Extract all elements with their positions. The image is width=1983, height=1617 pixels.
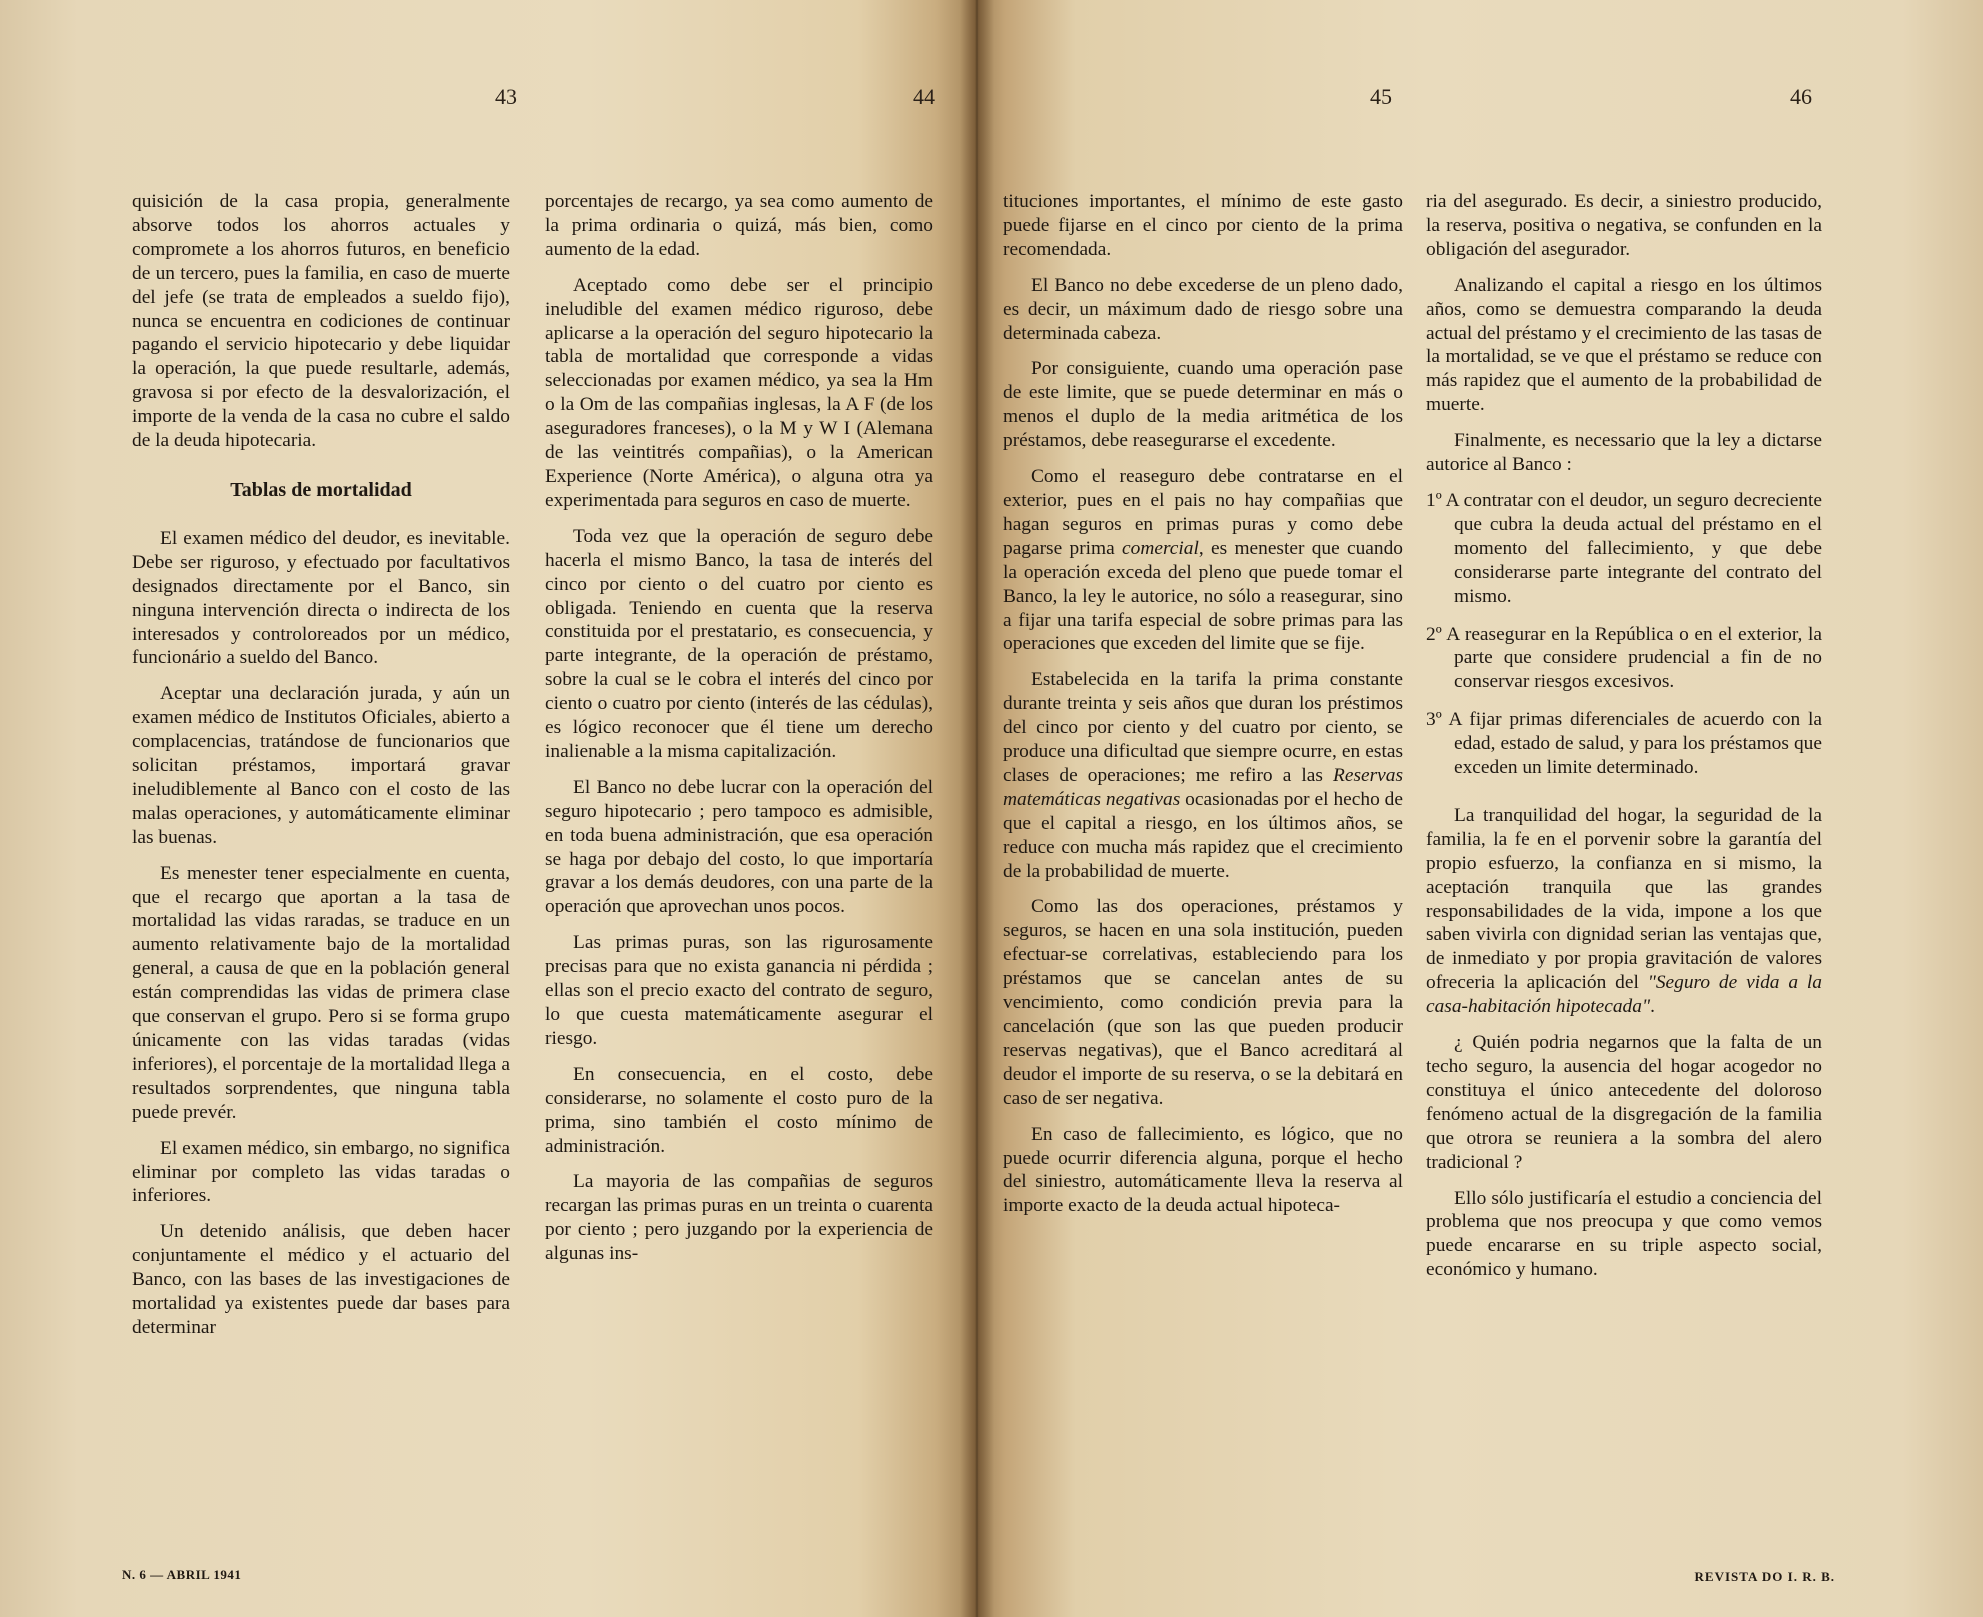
- emphasis-text: comercial: [1122, 537, 1199, 559]
- paragraph: porcentajes de recargo, ya sea como aumento de la prima ordinaria o quizá, más bien, como aumento de la edad.: [545, 191, 933, 260]
- paragraph: [1003, 465, 1403, 656]
- paragraph: [1003, 668, 1403, 883]
- paragraph: Como las dos operaciones, préstamos y seguros, se hacen en una sola institución, pueden efectuar-se correlativas, estableciendo para los préstamos que se cancelan antes de su vencimiento, como condición previa para la cancelación (que son las que pueden producir reservas negativas), que el Banco acreditará al deudor el importe de su reserva, o se la debitará en caso de ser negativa.: [1003, 896, 1403, 1109]
- paragraph: El Banco no debe lucrar con la operación del seguro hipotecario ; pero tampoco es admisible, en toda buena administración, que esa operación se haga por debajo del costo, lo que importaría gravar a los demás deudores, con una parte de la operación que aprovechan unos pocos.: [545, 776, 933, 918]
- book-gutter: [960, 0, 994, 1617]
- emphasis-text: "Seguro de vida a la casa-habitación hipotecada": [1426, 972, 1822, 1018]
- paragraph: Finalmente, es necessario que la ley a dictarse autorice al Banco :: [1426, 430, 1822, 476]
- text-run: .: [1650, 996, 1655, 1018]
- paragraph: Analizando el capital a riesgo en los últimos años, como se demuestra comparando la deuda actual del préstamo y el crecimiento de las tasas de la mortalidad, se ve que el préstamo se reduce con más rapidez que el aumento de la probabilidad de muerte.: [1426, 274, 1822, 416]
- paragraph: Aceptar una declaración jurada, y aún un examen médico de Institutos Oficiales, abierto a complacencias, tratándose de funcionarios que solicitan préstamos, importará gravar ineludiblemente al Banco con el costo de las malas operaciones, y automáticamente eliminar las buenas.: [132, 683, 510, 848]
- paragraph: [1426, 804, 1822, 1019]
- paragraph: El examen médico del deudor, es inevitable. Debe ser riguroso, y efectuado por facultativos designados directamente por el Banco, sin ninguna intervención directa o indirecta de los interesados y controloreados por un médico, funcionário a sueldo del Banco.: [132, 527, 510, 669]
- paragraph: El examen médico, sin embargo, no significa eliminar por completo las vidas taradas o inferiores.: [132, 1137, 510, 1207]
- section-heading: Tablas de mortalidad: [230, 478, 412, 501]
- text-run: ocasionadas por el hecho de que el capital a riesgo, en los últimos años, se reduce con mucha más rapidez que el crecimiento de la probabilidad de muerte.: [1003, 788, 1403, 882]
- paragraph: Por consiguiente, cuando uma operación pase de este limite, que se puede determinar en más o menos el duplo de la media aritmética de los préstamos, debe reasegurarse el excedente.: [1003, 358, 1403, 452]
- footer-journal: REVISTA DO I. R. B.: [1694, 1569, 1835, 1584]
- paragraph: Las primas puras, son las rigurosamente precisas para que no exista ganancia ni pérdida ; ellas son el precio exacto del contrato de seguro, lo que cuesta matemáticamente asegurar el riesgo.: [545, 932, 933, 1049]
- column-page-46: [1426, 190, 1822, 1294]
- list-item: 3º A fijar primas diferenciales de acuerdo con la edad, estado de salud, y para los préstamos que exceden un limite determinado.: [1426, 709, 1822, 779]
- paragraph: Toda vez que la operación de seguro debe hacerla el mismo Banco, la tasa de interés del cinco por ciento o del cuatro por ciento es obligada. Teniendo en cuenta que la reserva constituida por el prestatario, es consecuencia, y parte integrante, de la operación de préstamo, sobre la cual se le cobra el interés del cinco por ciento o cuatro por ciento (interés de las cédulas), es lógico reconocer que él tiene um derecho inalienable a la misma capitalización.: [545, 525, 933, 762]
- paragraph: quisición de la casa propia, generalmente absorve todos los ahorros actuales y compromete a los ahorros futuros, en beneficio de un tercero, pues la familia, en caso de muerte del jefe (se trata de empleados a sueldo fijo), nunca se encuentra en codiciones de continuar pagando el servicio hipotecario y debe liquidar la operación, la que puede resultarle, además, gravosa si por efecto de la desvalorización, el importe de la venda de la casa no cubre el saldo de la deuda hipotecaria.: [132, 191, 510, 452]
- paragraph: ¿ Quién podria negarnos que la falta de un techo seguro, la ausencia del hogar acogedor no constituya el único antecedente del doloroso fenómeno actual de la disgregación de la familia que otrora se reuniera a la sombra del alero tradicional ?: [1426, 1032, 1822, 1173]
- paragraph: Es menester tener especialmente en cuenta, que el recargo que aportan a la tasa de mortalidad las vidas raradas, se traduce en un aumento relativamente bajo de la mortalidad general, a causa de que en la población general están comprendidas las vidas de primera clase que conservan el grupo. Pero si se forma grupo únicamente con las vidas taradas (vidas inferiores), el porcentaje de la mortalidad llega a resultados sorprendentes, que ninguna tabla puede prevér.: [132, 862, 510, 1123]
- footer-issue: N. 6 — ABRIL 1941: [122, 1567, 242, 1582]
- list-item: 1º A contratar con el deudor, un seguro decreciente que cubra la deuda actual del préstamo en el momento del fallecimiento, y que debe considerarse parte integrante del contrato del mismo.: [1426, 489, 1822, 607]
- page-number-45: 45: [1370, 84, 1392, 109]
- column-page-45: [1003, 190, 1403, 1230]
- page-number-46: 46: [1790, 84, 1812, 109]
- paragraph: Un detenido análisis, que deben hacer conjuntamente el médico y el actuario del Banco, con las bases de las investigaciones de mortalidad ya existentes puede dar bases para determinar: [132, 1221, 510, 1338]
- list-item: 2º A reasegurar en la República o en el exterior, la parte que considere prudencial a fin de no conservar riesgos excesivos.: [1426, 623, 1822, 693]
- text-run: , es menester que cuando la operación exceda del pleno que puede tomar el Banco, la ley le autorice, no sólo a reasegurar, sino a fijar una tarifa especial de sobre primas para las operaciones que exceden del limite que se fije.: [1003, 537, 1404, 655]
- paragraph: tituciones importantes, el mínimo de este gasto puede fijarse en el cinco por ciento de la prima recomendada.: [1003, 191, 1403, 260]
- paragraph: Aceptado como debe ser el principio ineludible del examen médico riguroso, debe aplicarse a la operación del seguro hipotecario la tabla de mortalidad que corresponde a vidas seleccionadas por examen médico, ya sea la Hm o la Om de las compañias inglesas, la A F (de los aseguradores franceses), o la M y W I (Alemana de las veintitrés compañias), o la American Experience (Norte América), o alguna otra ya experimentada para seguros en caso de muerte.: [545, 274, 933, 511]
- emphasis-text: Reservas matemáticas negativas: [1003, 764, 1403, 810]
- paragraph: Ello sólo justificaría el estudio a conciencia del problema que nos preocupa y que como vemos puede encararse en su triple aspecto social, económico y humano.: [1426, 1187, 1822, 1281]
- column-page-44: [545, 190, 933, 1278]
- page-number-43: 43: [495, 84, 517, 109]
- column-page-43: [132, 190, 510, 1352]
- paragraph: En consecuencia, en el costo, debe considerarse, no solamente el costo puro de la prima, sino también el costo mínimo de administración.: [545, 1063, 933, 1157]
- paragraph: La mayoria de las compañias de seguros recargan las primas puras en un treinta o cuarenta por ciento ; pero juzgando por la experiencia de algunas ins-: [545, 1171, 933, 1265]
- paragraph: ria del asegurado. Es decir, a siniestro producido, la reserva, positiva o negativa, se confunden en la obligación del asegurador.: [1426, 191, 1822, 260]
- text-run: Como el reaseguro debe contratarse en el exterior, pues en el pais no hay compañias que hagan seguros en primas puras y como debe pagarse prima: [1003, 466, 1403, 559]
- paragraph: El Banco no debe excederse de un pleno dado, es decir, un máximum dado de riesgo sobre una determinada cabeza.: [1003, 274, 1403, 344]
- paragraph: En caso de fallecimiento, es lógico, que no puede ocurrir diferencia alguna, porque el hecho del siniestro, automáticamente lleva la reserva al importe exacto de la deuda actual hipoteca-: [1003, 1123, 1403, 1217]
- text-run: Estabelecida en la tarifa la prima constante durante treinta y seis años que duran los préstimos del cinco por ciento y del cuatro por ciento, se produce una dificultad que siempre ocurre, en estas clases de operaciones; me refiro a las: [1003, 669, 1403, 786]
- text-run: La tranquilidad del hogar, la seguridad de la familia, la fe en el porvenir sobre la garantía del propio esfuerzo, la confianza en si mismo, la aceptación tranquila que las grandes responsabilidades de la vida, impone a los que saben vivirla con dignidad serian las ventajas que, de inmediato y por propia gravitación de valores ofreceria la aplicación del: [1426, 804, 1822, 994]
- page-number-44: 44: [913, 84, 935, 109]
